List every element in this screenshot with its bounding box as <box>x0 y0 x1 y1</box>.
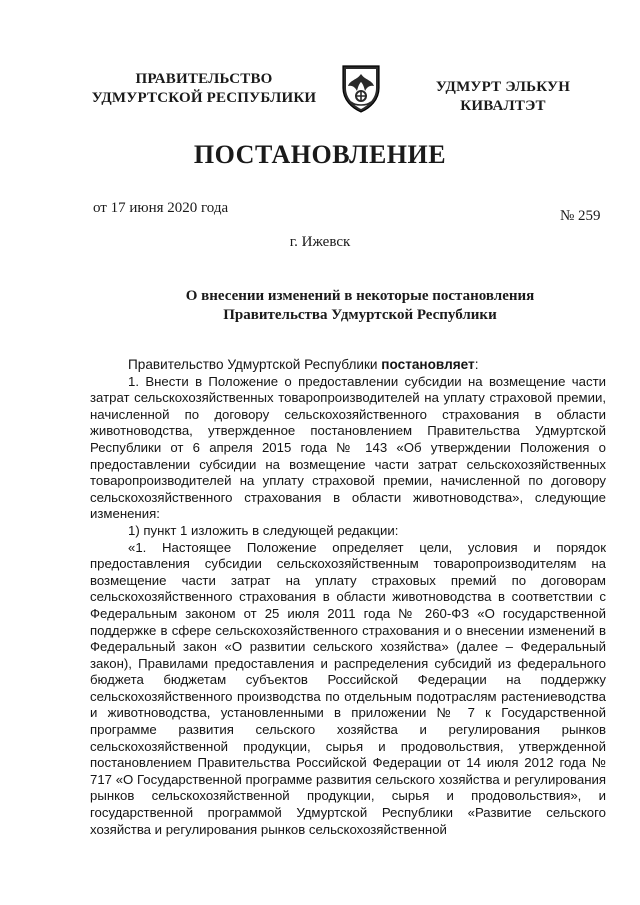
issuer-name-russian <box>86 70 322 108</box>
intro-prefix: Правительство Удмуртской Республики <box>128 357 382 372</box>
document-type: ПОСТАНОВЛЕНИЕ <box>193 140 447 169</box>
intro-bold-verb: постановляет <box>381 357 475 372</box>
paragraph-item-1: 1. Внести в Положение о предоставлении субсидии на возмещение части затрат сельскохозяйственных товаропроизводителей на уплату страховой премии, начисленной по договору сельскохозяйственного страхования в области животноводства, утвержденное постановлением Правительства Удмуртской Республики от 6 апреля 2015 года № 143 «Об утверждении Положения о предоставлении субсидии на возмещение части затрат сельскохозяйственных товаропроизводителей на уплату страховой премии, начисленной по договору сельскохозяйственного страхования в области животноводства», следующие изменения: <box>90 373 606 522</box>
document-number: № 259 <box>560 208 601 224</box>
intro-paragraph <box>90 357 606 374</box>
issuer-udmurt-line-2: КИВАЛТЭТ <box>460 98 546 114</box>
issuer-name-udmurt <box>418 78 588 116</box>
paragraph-quoted-clause: «1. Настоящее Положение определяет цели, условия и порядок предоставления субсидии сельскохозяйственным товаропроизводителям на возмещение части затрат на уплату страховых премий по договорам сельскохозяйственного страхования в области животноводства в соответствии с Федеральным законом от 25 июля 2011 года № 260-ФЗ «О государственной поддержке в сфере сельскохозяйственного страхования и о внесении изменений в Федеральный закон «О развитии сельского хозяйства» (далее – Федеральный закон), Правилами предоставления и распределения субсидий из федерального бюджета бюджетам субъектов Российской Федерации на поддержку сельскохозяйственного производства по отдельным подотраслям растениеводства и животноводства, установленными в приложении № 7 к Государственной программе развития сельского хозяйства и регулирования рынков сельскохозяйственной продукции, сырья и продовольствия, утвержденной постановлением Правительства Российской Федерации от 14 июля 2012 года № 717 «О Государственной программе развития сельского хозяйства и регулирования рынков сельскохозяйственной продукции, сырья и продовольствия», и государственной программой Удмуртской Республики «Развитие сельского хозяйства и регулирования рынков сельскохозяйственной <box>90 539 606 837</box>
title-line-2: Правительства Удмуртской Республики <box>223 307 497 323</box>
issuer-line-1: ПРАВИТЕЛЬСТВО <box>135 71 273 87</box>
document-title <box>120 287 600 325</box>
paragraph-subitem-1: 1) пункт 1 изложить в следующей редакции: <box>128 522 399 538</box>
intro-suffix: : <box>474 357 479 372</box>
title-line-1: О внесении изменений в некоторые постановления <box>185 288 535 304</box>
issuer-line-2: УДМУРТСКОЙ РЕСПУБЛИКИ <box>91 90 317 106</box>
udmurt-coat-of-arms-icon <box>339 62 383 114</box>
issuer-udmurt-line-1: УДМУРТ ЭЛЬКУН <box>435 79 571 95</box>
document-date: от 17 июня 2020 года <box>93 200 229 216</box>
document-city: г. Ижевск <box>289 234 351 250</box>
document-body <box>90 357 606 838</box>
